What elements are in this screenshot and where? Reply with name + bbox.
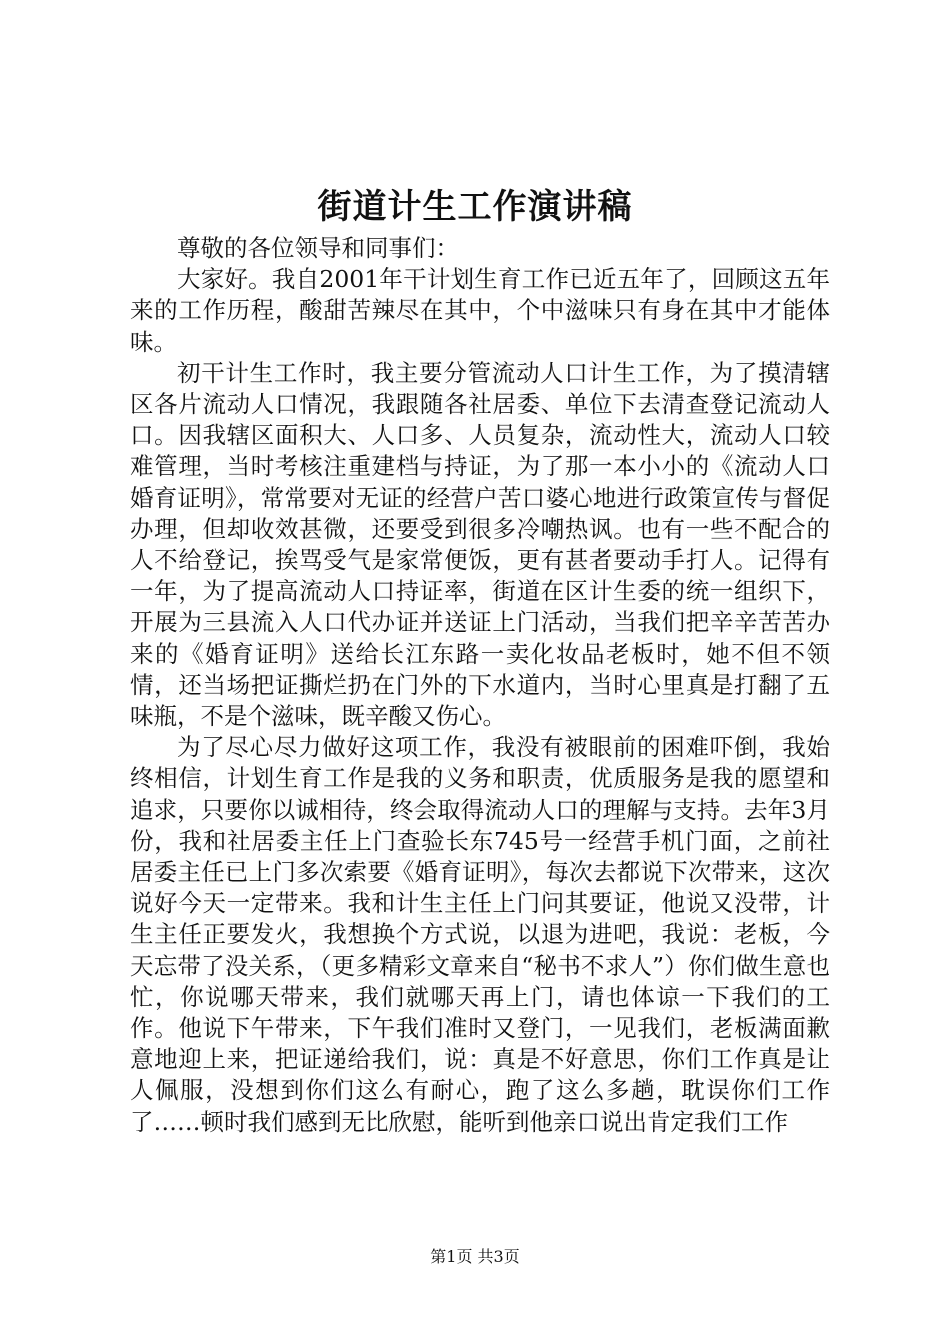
- document-title: 街道计生工作演讲稿: [317, 187, 633, 227]
- page-number-footer: 第1页 共3页: [430, 1247, 520, 1266]
- body-paragraph-1: 大家好。我自2001年干计划生育工作已近五年了，回顾这五年来的工作历程，酸甜苦辣尽在其中，个中滋味只有身在其中才能体味。: [130, 265, 830, 356]
- body-paragraph-2: 初干计生工作时，我主要分管流动人口计生工作，为了摸清辖区各片流动人口情况，我跟随各社居委、单位下去清查登记流动人口。因我辖区面积大、人口多、人员复杂，流动性大，流动人口较难管理，当时考核注重建档与持证，为了那一本小小的《流动人口婚育证明》，常常要对无证的经营户苦口婆心地进行政策宣传与督促办理，但却收效甚微，还要受到很多冷嘲热讽。也有一些不配合的人不给登记，挨骂受气是家常便饭，更有甚者要动手打人。记得有一年，为了提高流动人口持证率，街道在区计生委的统一组织下，开展为三县流入人口代办证并送证上门活动，当我们把辛辛苦苦办来的《婚育证明》送给长江东路一卖化妆品老板时，她不但不领情，还当场把证撕烂扔在门外的下水道内，当时心里真是打翻了五味瓶，不是个滋味，既辛酸又伤心。: [130, 358, 830, 731]
- salutation-paragraph: 尊敬的各位领导和同事们：: [177, 234, 459, 262]
- body-paragraph-3: 为了尽心尽力做好这项工作，我没有被眼前的困难吓倒，我始终相信，计划生育工作是我的义务和职责，优质服务是我的愿望和追求，只要你以诚相待，终会取得流动人口的理解与支持。去年3月份，我和社居委主任上门查验长东745号一经营手机门面，之前社居委主任已上门多次索要《婚育证明》，每次去都说下次带来，这次说好今天一定带来。我和计生主任上门问其要证，他说又没带，计生主任正要发火，我想换个方式说，以退为进吧，我说：老板，今天忘带了没关系，（更多精彩文章来自“秘书不求人”）你们做生意也忙，你说哪天带来，我们就哪天再上门，请也体谅一下我们的工作。他说下午带来，下午我们准时又登门，一见我们，老板满面歉意地迎上来，把证递给我们，说：真是不好意思，你们工作真是让人佩服，没想到你们这么有耐心，跑了这么多趟，耽误你们工作了……顿时我们感到无比欣慰，能听到他亲口说出肯定我们工作: [130, 733, 830, 1136]
- document-body: [130, 233, 830, 1138]
